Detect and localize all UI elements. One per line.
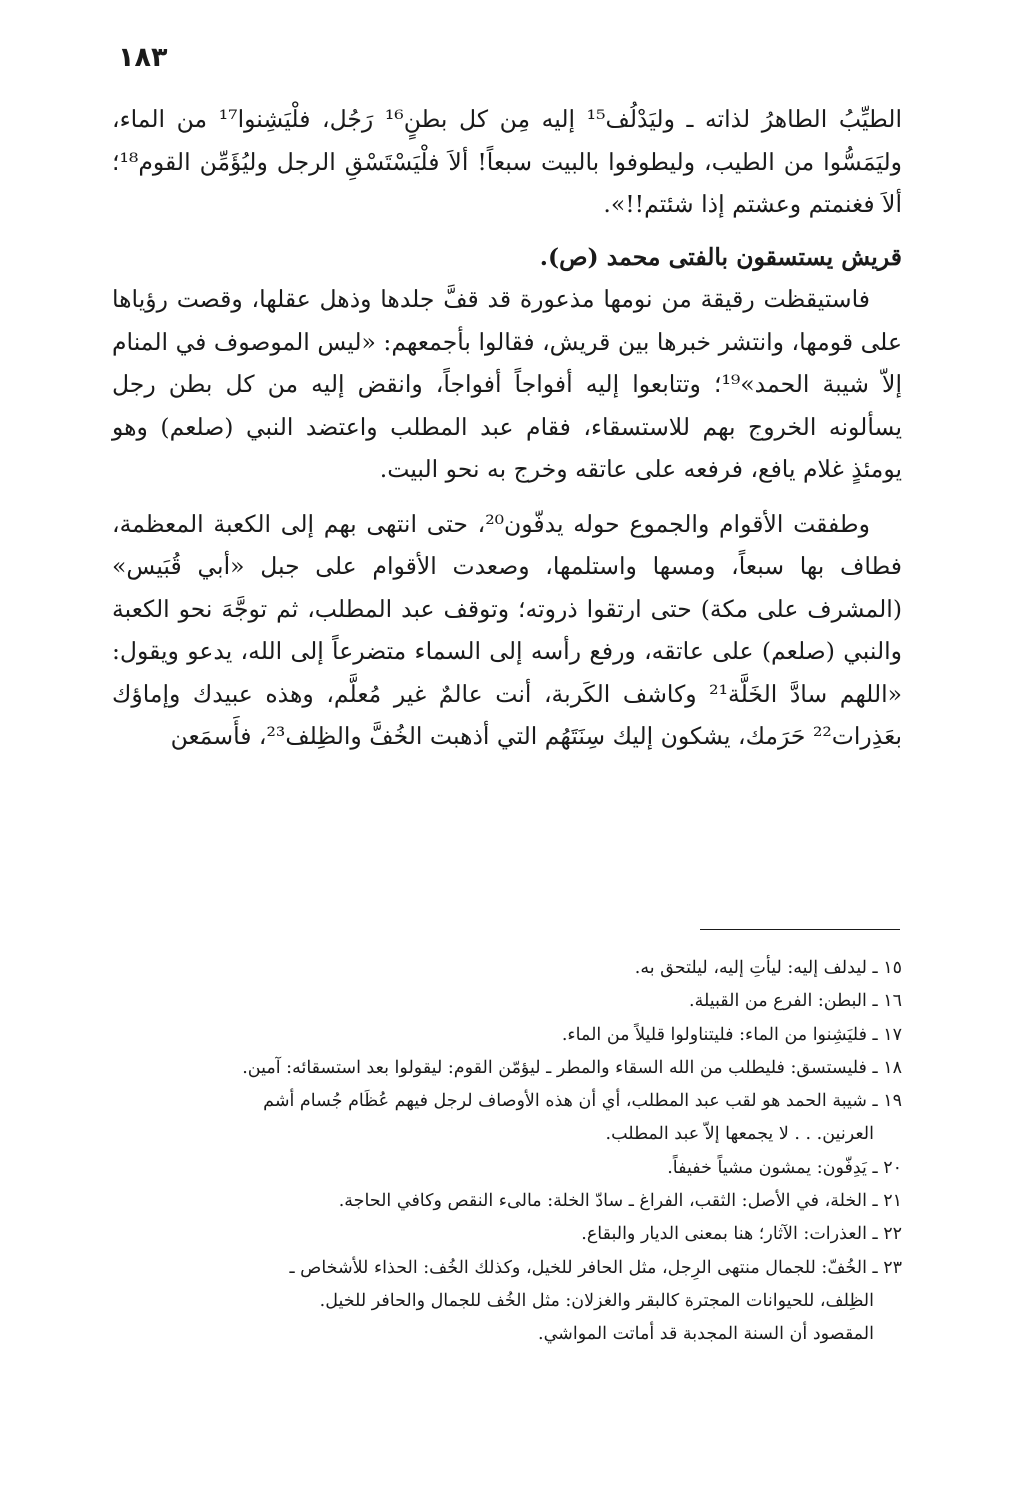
paragraph-3: وطفقت الأقوام والجموع حوله يدفّون²⁰، حتى انتهى بهم إلى الكعبة المعظمة، فطاف بها سبعاً، ومسها واستلمها، وصعدت الأقوام على جبل «أبي قُبَيس» (المشرف على مكة) حتى ارتقوا ذروته؛ وتوقف عبد المطلب، ثم توجَّهَ نحو الكعبة والنبي (صلعم) على عاتقه، ورفع رأسه إلى السماء متضرعاً إلى الله، يدعو ويقول: «اللهم سادَّ الخَلَّة²¹ وكاشف الكَربة، أنت عالمٌ غير مُعلَّم، وهذه عبيدك وإماؤك بعَذِرات²² حَرَمك، يشكون إليك سِنَتَهُم التي أذهبت الخُفَّ والظِلف²³، فأَسمَعن [112, 509, 903, 750]
paragraph-1: الطيِّبُ الطاهرُ لذاته ـ وليَدْلُف¹⁵ إليه مِن كل بطنٍ¹⁶ رَجُل، فلْيَشِنوا¹⁷ من الماء، وليَمَسُّوا من الطيب، وليطوفوا بالبيت سبعاً! ألاَ فلْيَسْتَسْقِ الرجل وليُؤَمِّن القوم¹⁸؛ ألاَ فغنمتم وعشتم إذا شئتم!!». [112, 105, 902, 218]
page-number: ١٨٣ [118, 42, 168, 73]
footnote-18: ١٨ ـ فليستسق: فليطلب من الله السقاء والمطر ـ ليؤمّن القوم: ليقولوا بعد استسقائه: آمين. [242, 1057, 902, 1078]
footnote-23-continued-1: الظِلف، للحيوانات المجترة كالبقر والغزلان: مثل الخُف للجمال والحافر للخيل. [319, 1290, 874, 1311]
main-text [112, 98, 902, 758]
footnote-22: ٢٢ ـ العذرات: الآثار؛ هنا بمعنى الديار والبقاع. [581, 1224, 902, 1245]
footnote-17: ١٧ ـ فليَشِنوا من الماء: فليتناولوا قليلاً من الماء. [561, 1024, 902, 1045]
footnotes [112, 952, 902, 1352]
footnote-23: ٢٣ ـ الخُفّ: للجمال منتهى الرِجل، مثل الحافر للخيل، وكذلك الخُف: الحذاء للأشخاص ـ [289, 1257, 902, 1278]
footnote-19-continued: العرنين. . . لا يجمعها إلاّ عبد المطلب. [605, 1124, 874, 1145]
footnote-19: ١٩ ـ شيبة الحمد هو لقب عبد المطلب، أي أن هذه الأوصاف لرجل فيهم عُظَام جُسام أشم [263, 1091, 902, 1112]
footnote-21: ٢١ ـ الخلة، في الأصل: الثقب، الفراغ ـ سادّ الخلة: مالىء النقص وكافي الحاجة. [338, 1191, 902, 1212]
footnote-separator [700, 929, 900, 930]
section-heading: قريش يستسقون بالفتى محمد (ص). [539, 242, 902, 271]
footnote-20: ٢٠ ـ يَدِفّون: يمشون مشياً خفيفاً. [667, 1157, 902, 1178]
footnote-16: ١٦ ـ البطن: الفرع من القبيلة. [689, 991, 902, 1012]
footnote-23-continued-2: المقصود أن السنة المجدبة قد أماتت المواشي. [538, 1324, 874, 1345]
paragraph-2: فاستيقظت رقيقة من نومها مذعورة قد قفَّ جلدها وذهل عقلها، وقصت رؤياها على قومها، وانتشر خبرها بين قريش، فقالوا بأجمعهم: «ليس الموصوف في المنام إلاّ شيبة الحمد»¹⁹؛ وتتابعوا إليه أفواجاً أفواجاً، وانقض إليه من كل بطن رجل يسألونه الخروج بهم للاستسقاء، فقام عبد المطلب واعتضد النبي (صلعم) وهو يومئذٍ غلام يافع، فرفعه على عاتقه وخرج به نحو البيت. [112, 285, 902, 483]
footnote-15: ١٥ ـ ليدلف إليه: ليأتِ إليه، ليلتحق به. [634, 958, 902, 978]
